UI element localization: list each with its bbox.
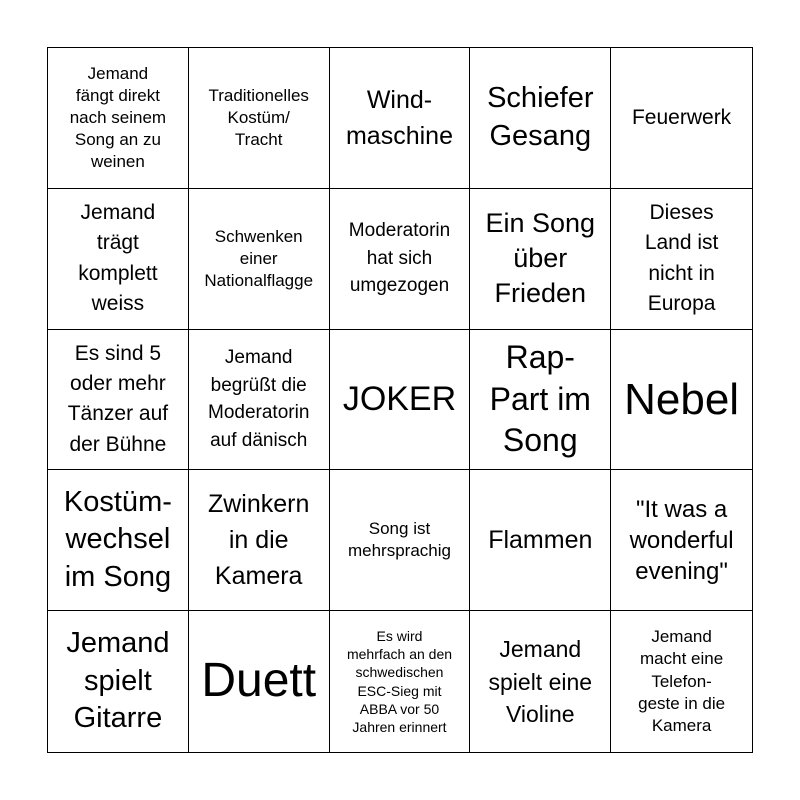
bingo-cell[interactable] <box>470 330 611 471</box>
bingo-cell[interactable] <box>330 611 471 752</box>
bingo-cell[interactable] <box>189 48 330 189</box>
bingo-cell-text: Jemand begrüßt die Moderatorin auf dänisch <box>208 347 310 452</box>
bingo-cell[interactable] <box>611 48 752 189</box>
bingo-cell-text: Feuerwerk <box>631 105 732 129</box>
bingo-cell[interactable] <box>189 611 330 752</box>
bingo-cell[interactable] <box>330 189 471 330</box>
bingo-cell-text: Jemand trägt komplett weiss <box>78 200 158 316</box>
bingo-cell-text: Es sind 5 oder mehr Tänzer auf der Bühne <box>67 341 169 456</box>
bingo-cell[interactable] <box>611 330 752 471</box>
bingo-cell-text: Zwinkern in die Kamera <box>207 489 310 591</box>
bingo-cell-text: Traditionelles Kostüm/ Tracht <box>208 85 309 149</box>
bingo-cell-text: Rap- Part im Song <box>489 339 591 459</box>
bingo-cell[interactable] <box>189 470 330 611</box>
bingo-cell-text: Wind- maschine <box>345 85 453 150</box>
bingo-cell-text: Jemand spielt Gitarre <box>66 627 170 735</box>
bingo-cell-text: Jemand spielt eine Violine <box>488 636 593 727</box>
bingo-cell-text: Duett <box>201 654 317 708</box>
bingo-cell[interactable] <box>611 189 752 330</box>
bingo-board <box>47 47 753 753</box>
bingo-cell[interactable] <box>470 48 611 189</box>
bingo-cell-text: "It was a wonderful evening" <box>629 495 734 585</box>
bingo-cell[interactable] <box>611 470 752 611</box>
bingo-cell-text: Kostüm- wechsel im Song <box>63 485 172 594</box>
bingo-cell[interactable] <box>470 189 611 330</box>
bingo-cell[interactable] <box>48 611 189 752</box>
bingo-cell-text: Schiefer Gesang <box>487 82 594 152</box>
bingo-cell[interactable] <box>48 470 189 611</box>
bingo-cell-text: JOKER <box>342 380 457 419</box>
bingo-cell-text: Moderatorin hat sich umgezogen <box>348 220 451 297</box>
bingo-cell[interactable] <box>189 330 330 471</box>
bingo-cell[interactable] <box>330 330 471 471</box>
bingo-cell-text: Jemand macht eine Telefon- geste in die Kamera <box>638 627 726 735</box>
bingo-cell[interactable] <box>48 330 189 471</box>
bingo-cell[interactable] <box>470 470 611 611</box>
bingo-cell[interactable] <box>48 48 189 189</box>
bingo-cell[interactable] <box>330 470 471 611</box>
bingo-cell-text: Es wird mehrfach an den schwedischen ESC-Sieg mit ABBA vor 50 Jahren erinnert <box>346 628 453 735</box>
bingo-cell[interactable] <box>611 611 752 752</box>
bingo-cell-text: Nebel <box>624 374 740 424</box>
bingo-cell[interactable] <box>48 189 189 330</box>
bingo-cell-text: Ein Song über Frieden <box>485 208 596 309</box>
bingo-cell-text: Jemand fängt direkt nach seinem Song an zu weinen <box>69 63 167 172</box>
bingo-cell-text: Dieses Land ist nicht in Europa <box>644 200 719 316</box>
bingo-cell[interactable] <box>470 611 611 752</box>
bingo-cell-text: Schwenken einer Nationalflagge <box>204 226 314 290</box>
bingo-cell-text: Song ist mehrsprachig <box>347 519 451 561</box>
bingo-cell[interactable] <box>189 189 330 330</box>
bingo-cell[interactable] <box>330 48 471 189</box>
bingo-cell-text: Flammen <box>488 526 593 555</box>
